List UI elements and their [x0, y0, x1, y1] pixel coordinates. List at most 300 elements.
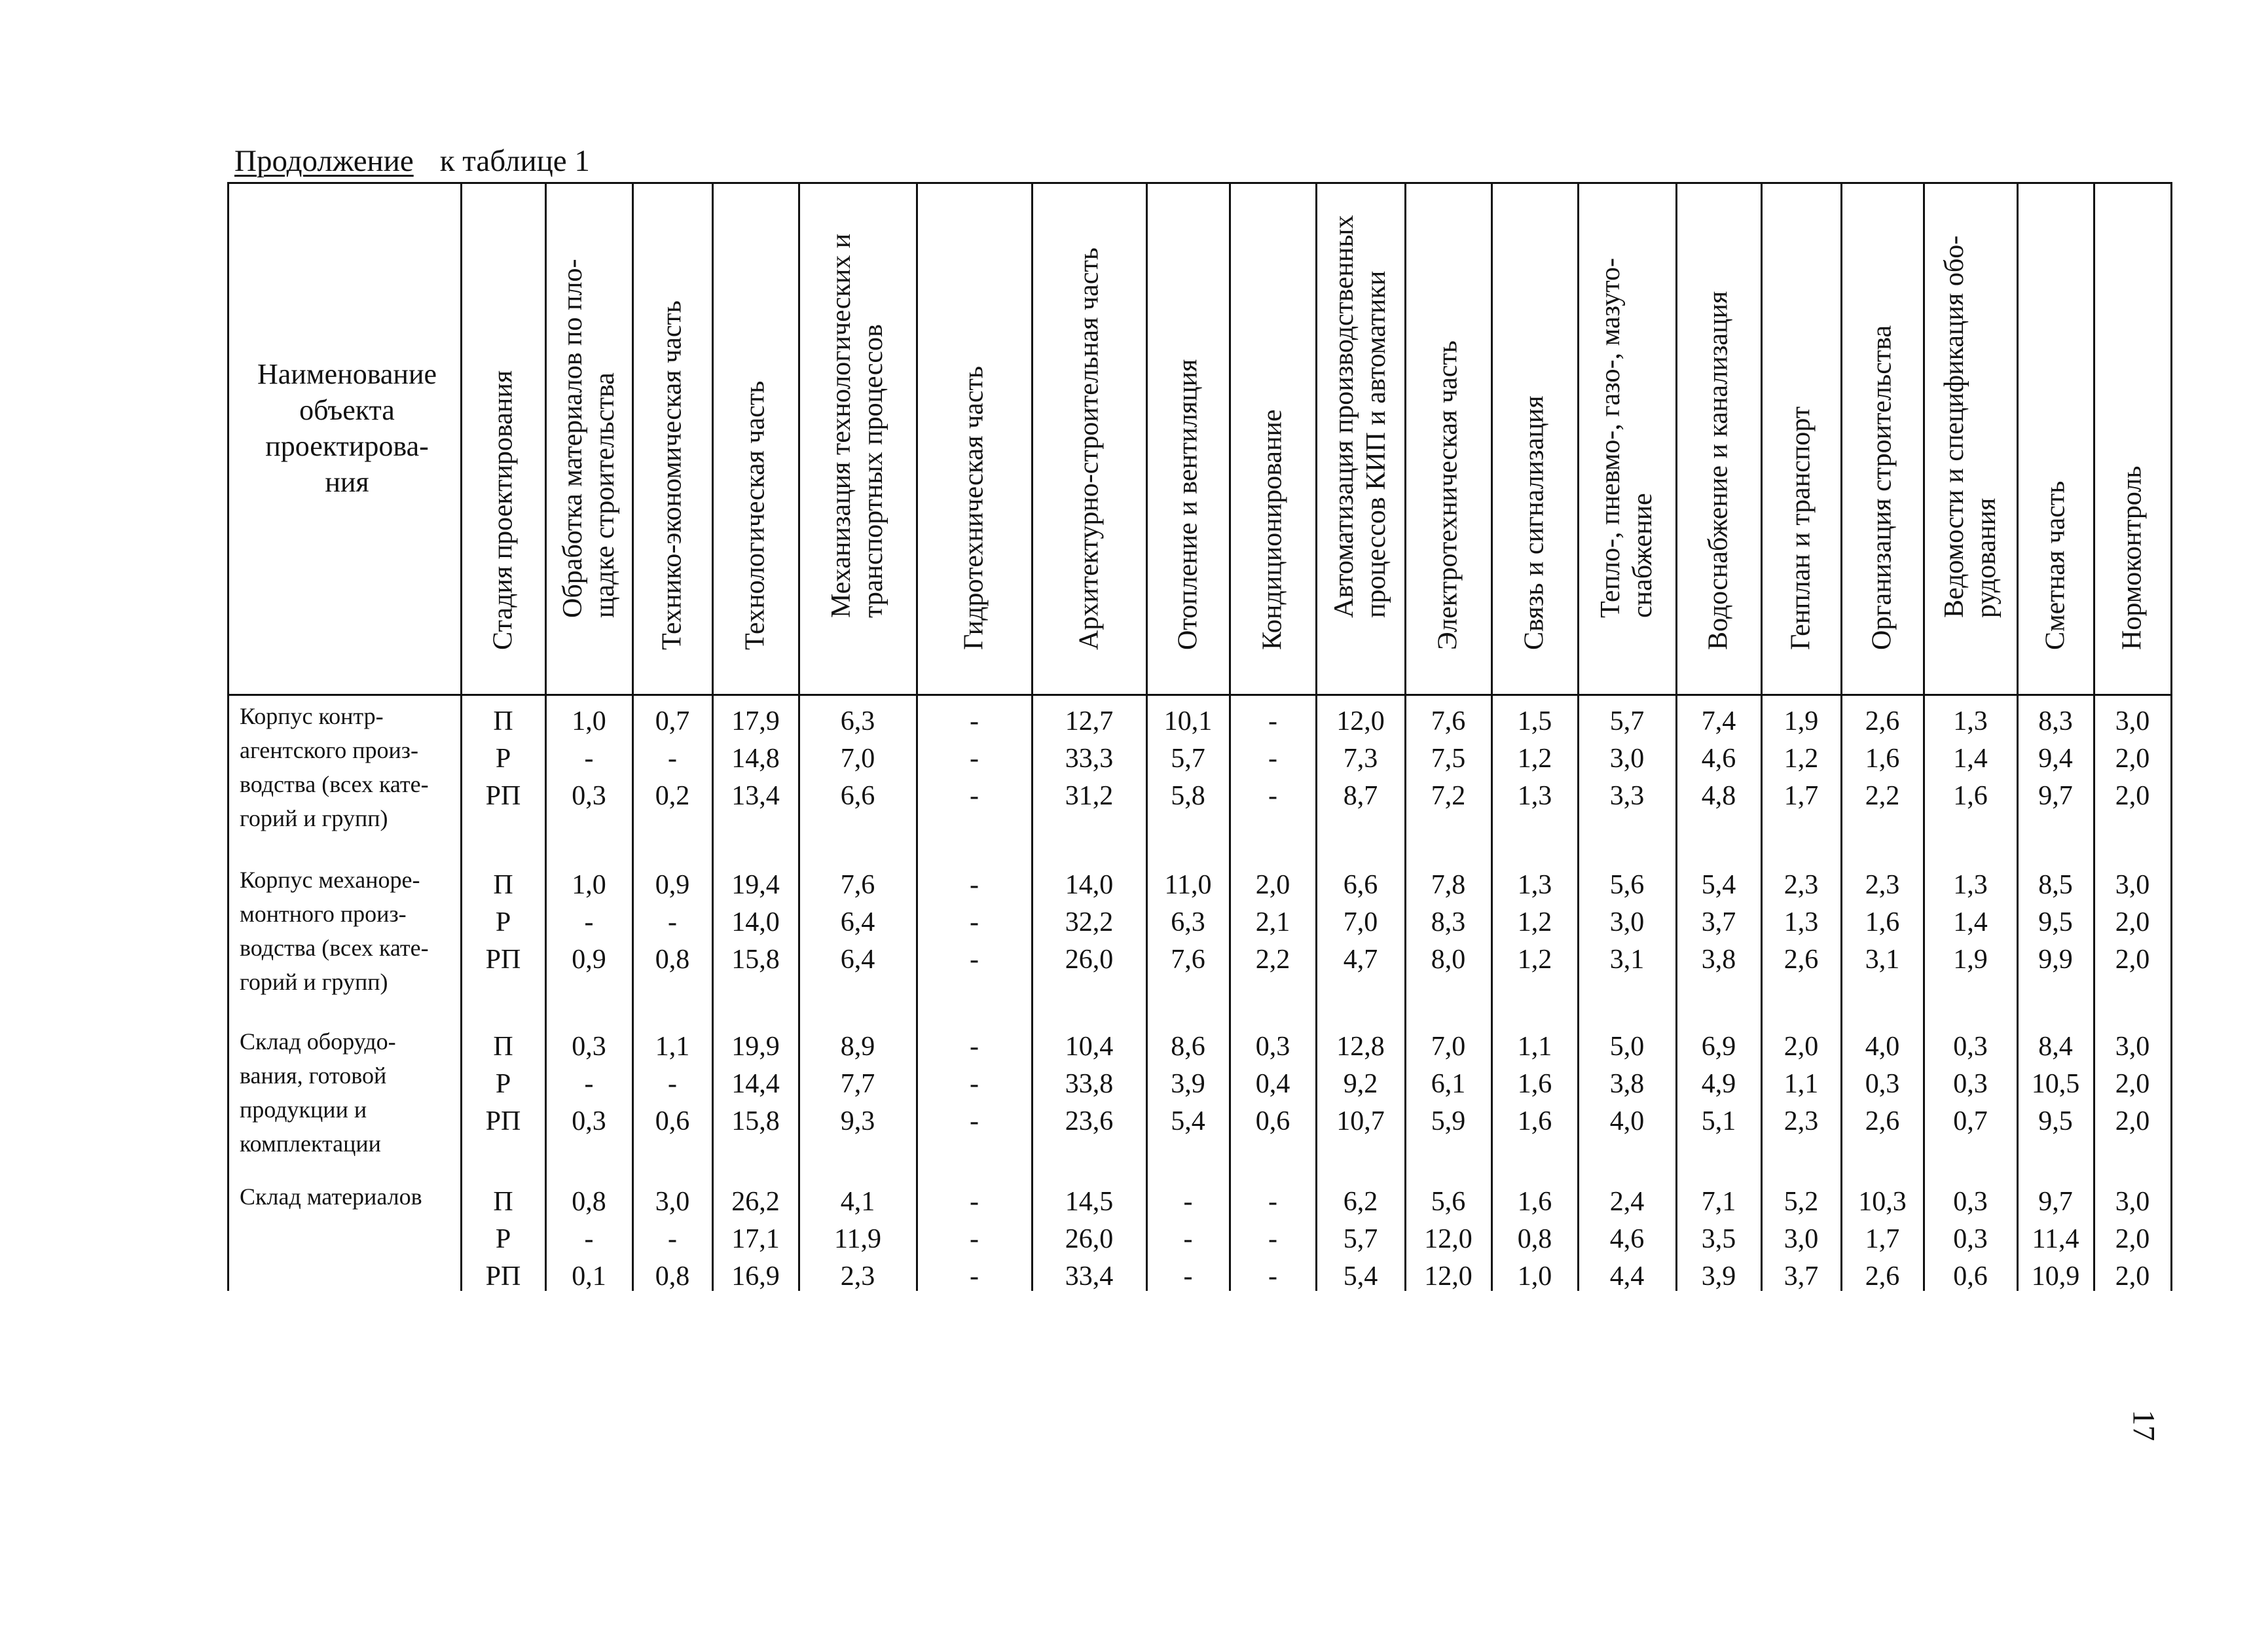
table-cell: 8,3: [1431, 907, 1466, 937]
table-cell: 0,6: [1255, 1106, 1290, 1136]
table-cell: 7,7: [840, 1069, 875, 1099]
table-cell: -: [970, 1106, 979, 1136]
table-cell: 1,9: [1783, 706, 1819, 736]
table-cell: 3,0: [655, 1187, 690, 1217]
column-header-line: Архитектурно-строительная часть: [1074, 247, 1104, 650]
table-cell: 7,3: [1343, 744, 1378, 774]
table-cell: 14,4: [731, 1069, 780, 1099]
column-header-line: процессов КИП и автоматики: [1361, 270, 1391, 618]
table-cell: 7,6: [1431, 706, 1466, 736]
column-header-label: [826, 234, 890, 618]
table-cell: 2,3: [840, 1261, 875, 1292]
object-name-line: монтного произ-: [240, 901, 407, 927]
table-cell: 1,1: [655, 1032, 690, 1062]
table-cell: 33,3: [1065, 744, 1114, 774]
column-header-label: [1257, 409, 1289, 650]
table-cell: 7,1: [1701, 1187, 1736, 1217]
table-cell: 26,2: [731, 1187, 780, 1217]
column-header-line: Сметная часть: [2040, 480, 2070, 650]
column-header: [2017, 184, 2094, 694]
table-cell: 0,8: [572, 1187, 606, 1217]
column-header-line: Кондиционирование: [1257, 409, 1288, 650]
table-cell: -: [584, 907, 594, 937]
table-cell: 0,8: [655, 945, 690, 975]
table-cell: 3,0: [2115, 706, 2150, 736]
column-header-label: [1172, 359, 1204, 650]
table-cell: 8,6: [1171, 1032, 1205, 1062]
column-header: [1578, 184, 1676, 694]
table-cell: 1,5: [1517, 706, 1552, 736]
column-header-line: Ведомости и спецификация обо-: [1939, 235, 1969, 618]
table-cell: 1,3: [1953, 870, 1988, 900]
object-name-line: горий и групп): [240, 969, 388, 995]
table-cell: 9,3: [840, 1106, 875, 1136]
table-cell: 7,0: [1431, 1032, 1466, 1062]
table-cell: 6,1: [1431, 1069, 1466, 1099]
table-cell: 4,8: [1701, 781, 1736, 811]
table-cell: 1,3: [1783, 907, 1819, 937]
table-cell: -: [1268, 1261, 1277, 1292]
table-cell: 8,9: [840, 1032, 875, 1062]
table-cell: 0,4: [1255, 1069, 1290, 1099]
column-header-line: Водоснабжение и канализация: [1703, 291, 1734, 650]
table-cell: 9,9: [2038, 945, 2073, 975]
object-name-line: водства (всех кате-: [240, 771, 429, 797]
table-cell: 10,9: [2031, 1261, 2080, 1292]
table-cell: 0,8: [1517, 1224, 1552, 1254]
object-name-line: горий и групп): [240, 805, 388, 831]
table-cell: 7,8: [1431, 870, 1466, 900]
table-cell: 0,3: [1953, 1187, 1988, 1217]
table-cell: -: [1268, 706, 1277, 736]
table-cell: 0,3: [572, 781, 606, 811]
table-cell: 17,9: [731, 706, 780, 736]
table-cell: 3,0: [1609, 907, 1645, 937]
table-cell: 11,4: [2032, 1224, 2079, 1254]
table-cell: -: [1183, 1261, 1193, 1292]
table-cell: 12,7: [1065, 706, 1114, 736]
table-cell: 4,6: [1609, 1224, 1645, 1254]
table-cell: 26,0: [1065, 945, 1114, 975]
table-cell: -: [970, 1224, 979, 1254]
table-cell: П: [493, 706, 513, 736]
table-cell: Р: [495, 744, 511, 774]
table-cell: 3,8: [1609, 1069, 1645, 1099]
column-header-label: [1867, 325, 1899, 650]
name-header-line: объекта: [299, 394, 395, 426]
table-cell: 5,4: [1701, 870, 1736, 900]
table-cell: 1,6: [1865, 744, 1900, 774]
table-cell: РП: [485, 781, 521, 811]
table-cell: 2,6: [1865, 1106, 1900, 1136]
table-cell: 1,6: [1953, 781, 1988, 811]
object-name-line: Склад оборудо-: [240, 1028, 396, 1055]
table-cell: 1,7: [1783, 781, 1819, 811]
table-cell: -: [970, 945, 979, 975]
column-header-line: Автоматизация производственных: [1329, 215, 1359, 618]
name-header-line: проектирова-: [265, 430, 429, 462]
table-cell: 12,0: [1424, 1261, 1472, 1292]
column-header: [1924, 184, 2017, 694]
table-cell: 2,6: [1783, 945, 1819, 975]
table-cell: 8,4: [2038, 1032, 2073, 1062]
table-cell: 0,6: [655, 1106, 690, 1136]
table-cell: 14,8: [731, 744, 780, 774]
table-cell: 11,9: [834, 1224, 881, 1254]
table-cell: 1,1: [1517, 1032, 1552, 1062]
table-cell: -: [1183, 1224, 1193, 1254]
table-cell: 0,3: [572, 1106, 606, 1136]
table-cell: 12,0: [1424, 1224, 1472, 1254]
table-cell: 2,3: [1865, 870, 1900, 900]
table-cell: 1,6: [1517, 1187, 1552, 1217]
column-header: [632, 184, 712, 694]
table-cell: 0,9: [572, 945, 606, 975]
table-cell: РП: [485, 945, 521, 975]
object-name-line: Склад материалов: [240, 1184, 422, 1210]
object-name-line: вания, готовой: [240, 1062, 387, 1089]
table-cell: 13,4: [731, 781, 780, 811]
column-header: [917, 184, 1032, 694]
column-header-line: Генплан и транспорт: [1785, 406, 1816, 650]
column-header-line: щадке строительства: [589, 372, 620, 618]
table-cell: 1,2: [1783, 744, 1819, 774]
table-cell: 3,0: [2115, 1032, 2150, 1062]
column-header-line: Механизация технологических и: [826, 233, 856, 618]
table-cell: -: [970, 706, 979, 736]
table-cell: 1,7: [1865, 1224, 1900, 1254]
table-cell: -: [970, 870, 979, 900]
table-cell: -: [1268, 1224, 1277, 1254]
table-cell: 23,6: [1065, 1106, 1114, 1136]
table-cell: 1,6: [1517, 1106, 1552, 1136]
table-cell: 9,4: [2038, 744, 2073, 774]
table-cell: 3,7: [1701, 907, 1736, 937]
table-cell: 3,0: [1783, 1224, 1819, 1254]
table-cell: 0,9: [655, 870, 690, 900]
column-header: [1841, 184, 1924, 694]
table-cell: 7,6: [840, 870, 875, 900]
table-cell: 7,5: [1431, 744, 1466, 774]
table-cell: -: [1268, 781, 1277, 811]
table-cell: 5,6: [1431, 1187, 1466, 1217]
column-header-line: Отопление и вентиляция: [1173, 359, 1203, 650]
name-header-line: Наименование: [257, 358, 437, 390]
column-header: [1316, 184, 1405, 694]
table-cell: 5,6: [1609, 870, 1645, 900]
table-cell: 4,9: [1701, 1069, 1736, 1099]
table-cell: 2,0: [1783, 1032, 1819, 1062]
table-cell: 19,9: [731, 1032, 780, 1062]
table-cell: 15,8: [731, 945, 780, 975]
table-cell: 1,9: [1953, 945, 1988, 975]
table-cell: 4,4: [1609, 1261, 1645, 1292]
column-header-label: [740, 381, 772, 650]
table-cell: 2,3: [1783, 1106, 1819, 1136]
table-cell: 10,4: [1065, 1032, 1114, 1062]
table-cell: 6,6: [840, 781, 875, 811]
table-cell: 0,3: [1953, 1224, 1988, 1254]
column-header: [1230, 184, 1316, 694]
table-cell: 5,1: [1701, 1106, 1736, 1136]
table-cell: 3,9: [1171, 1069, 1205, 1099]
table-cell: 1,2: [1517, 744, 1552, 774]
column-header-line: Технологическая часть: [740, 380, 771, 650]
table-cell: 32,2: [1065, 907, 1114, 937]
column-header-line: Связь и сигнализация: [1519, 395, 1550, 650]
table-cell: 4,0: [1609, 1106, 1645, 1136]
table-cell: 2,0: [2115, 1069, 2150, 1099]
table-cell: 6,4: [840, 945, 875, 975]
table-cell: -: [970, 744, 979, 774]
caption-prefix: Продолжение: [234, 144, 414, 178]
table-cell: 10,5: [2031, 1069, 2080, 1099]
table-cell: -: [584, 1224, 594, 1254]
table-cell: 1,3: [1953, 706, 1988, 736]
table-cell: 9,2: [1343, 1069, 1378, 1099]
table-cell: -: [584, 744, 594, 774]
table-cell: 3,1: [1865, 945, 1900, 975]
table-cell: -: [668, 907, 677, 937]
table-cell: 5,8: [1171, 781, 1205, 811]
table-cell: П: [493, 870, 513, 900]
column-header: [712, 184, 799, 694]
table-cell: -: [970, 1261, 979, 1292]
table-cell: 6,3: [840, 706, 875, 736]
table-cell: -: [970, 1032, 979, 1062]
page-number: 17: [2126, 1409, 2161, 1441]
table-cell: Р: [495, 1224, 511, 1254]
object-name-line: комплектации: [240, 1130, 381, 1157]
table-cell: 16,9: [731, 1261, 780, 1292]
column-header-label: [1703, 291, 1735, 650]
table-cell: 2,2: [1255, 945, 1290, 975]
table-cell: 7,2: [1431, 781, 1466, 811]
table-cell: -: [668, 1069, 677, 1099]
column-header: [1491, 184, 1578, 694]
table-cell: 3,1: [1609, 945, 1645, 975]
table-cell: -: [970, 1069, 979, 1099]
table-cell: 12,8: [1336, 1032, 1385, 1062]
object-name-line: агентского произ-: [240, 737, 418, 763]
table-cell: 2,0: [2115, 907, 2150, 937]
table-cell: 4,6: [1701, 744, 1736, 774]
table-cell: 5,7: [1343, 1224, 1378, 1254]
table-cell: 5,7: [1171, 744, 1205, 774]
table-cell: 33,4: [1065, 1261, 1114, 1292]
table-cell: 3,0: [1609, 744, 1645, 774]
table-cell: 10,3: [1858, 1187, 1907, 1217]
table-cell: 1,6: [1517, 1069, 1552, 1099]
table-cell: 2,0: [2115, 1261, 2150, 1292]
table-cell: 4,1: [840, 1187, 875, 1217]
table-cell: -: [970, 781, 979, 811]
column-header-line: транспортных процессов: [858, 324, 888, 618]
column-header-line: Обработка материалов по пло-: [557, 259, 588, 618]
table-cell: -: [970, 907, 979, 937]
caption-suffix: к таблице 1: [439, 144, 590, 178]
object-name-line: продукции и: [240, 1096, 367, 1123]
table-cell: 2,0: [2115, 744, 2150, 774]
table-cell: 10,1: [1163, 706, 1213, 736]
table-cell: 2,3: [1783, 870, 1819, 900]
table-cell: 0,7: [1953, 1106, 1988, 1136]
column-header-label: [557, 259, 621, 618]
table-cell: 0,6: [1953, 1261, 1988, 1292]
table-cell: 2,6: [1865, 1261, 1900, 1292]
table-cell: П: [493, 1187, 513, 1217]
table-cell: Р: [495, 907, 511, 937]
table-cell: 0,2: [655, 781, 690, 811]
table-cell: -: [1268, 1187, 1277, 1217]
table-cell: 8,3: [2038, 706, 2073, 736]
table-cell: 6,9: [1701, 1032, 1736, 1062]
table-cell: 26,0: [1065, 1224, 1114, 1254]
column-header-label: [959, 366, 991, 650]
table-cell: 1,0: [572, 706, 606, 736]
table-cell: 10,7: [1336, 1106, 1385, 1136]
table-cell: 31,2: [1065, 781, 1114, 811]
column-header-label: [1433, 340, 1465, 650]
column-header: [1676, 184, 1761, 694]
column-header-line: Организация строительства: [1867, 325, 1897, 650]
column-header-label: [1939, 236, 2003, 618]
table-cell: 2,2: [1865, 781, 1900, 811]
table-cell: 8,5: [2038, 870, 2073, 900]
table-cell: 5,7: [1609, 706, 1645, 736]
table-cell: 0,3: [1953, 1032, 1988, 1062]
column-header-line: Технико-экономическая часть: [657, 300, 687, 650]
table-cell: 4,0: [1865, 1032, 1900, 1062]
table-cell: 8,7: [1343, 781, 1378, 811]
table-cell: 2,1: [1255, 907, 1290, 937]
name-column-header: [232, 356, 462, 500]
name-header-line: ния: [325, 466, 369, 498]
table-cell: -: [668, 1224, 677, 1254]
column-header-line: Электротехническая часть: [1433, 340, 1463, 650]
table-cell: 3,8: [1701, 945, 1736, 975]
table-cell: 9,7: [2038, 1187, 2073, 1217]
column-header-line: Стадия проектирования: [488, 370, 518, 650]
table-cell: 5,4: [1171, 1106, 1205, 1136]
table-cell: -: [584, 1069, 594, 1099]
column-header: [2094, 184, 2171, 694]
table-cell: 3,7: [1783, 1261, 1819, 1292]
column-header-label: [2117, 466, 2149, 650]
table-cell: 0,3: [572, 1032, 606, 1062]
table-cell: -: [970, 1187, 979, 1217]
column-header-line: снабжение: [1628, 493, 1658, 618]
table-cell: -: [668, 744, 677, 774]
table-cell: 3,5: [1701, 1224, 1736, 1254]
table-cell: 14,0: [1065, 870, 1114, 900]
table-cell: 1,2: [1517, 945, 1552, 975]
column-header-line: рудования: [1971, 497, 2002, 618]
table-cell: 7,6: [1171, 945, 1205, 975]
column-header: [1405, 184, 1491, 694]
table-cell: 5,4: [1343, 1261, 1378, 1292]
column-header-label: [1519, 395, 1551, 650]
table-cell: 0,3: [1255, 1032, 1290, 1062]
table-cell: 17,1: [731, 1224, 780, 1254]
table-caption: [234, 143, 590, 179]
table-cell: -: [1183, 1187, 1193, 1217]
table-cell: РП: [485, 1261, 521, 1292]
table-cell: 2,0: [1255, 870, 1290, 900]
table-cell: П: [493, 1032, 513, 1062]
table-cell: 5,0: [1609, 1032, 1645, 1062]
column-header-line: Гидротехническая часть: [959, 366, 989, 650]
table-cell: 2,0: [2115, 1106, 2150, 1136]
table-vertical-rule: [227, 182, 229, 1291]
table-cell: 9,5: [2038, 907, 2073, 937]
object-name-line: Корпус контр-: [240, 703, 384, 729]
column-header: [461, 184, 545, 694]
table-cell: 7,0: [1343, 907, 1378, 937]
table-cell: -: [1268, 744, 1277, 774]
table-cell: 1,1: [1783, 1069, 1819, 1099]
column-header: [1761, 184, 1841, 694]
table-cell: 1,0: [572, 870, 606, 900]
table-cell: 3,3: [1609, 781, 1645, 811]
table-cell: 6,6: [1343, 870, 1378, 900]
table-cell: 1,4: [1953, 907, 1988, 937]
table-header-rule: [228, 694, 2172, 696]
column-header-label: [2039, 481, 2072, 650]
column-header: [1032, 184, 1146, 694]
table-cell: 14,0: [731, 907, 780, 937]
table-cell: 2,0: [2115, 781, 2150, 811]
column-header-line: Тепло-, пневмо-, газо-, мазуто-: [1596, 257, 1626, 618]
column-header-label: [1328, 215, 1393, 618]
table-cell: 0,3: [1865, 1069, 1900, 1099]
table-cell: 14,5: [1065, 1187, 1114, 1217]
table-cell: 8,0: [1431, 945, 1466, 975]
object-name-line: водства (всех кате-: [240, 935, 429, 961]
table-cell: 2,4: [1609, 1187, 1645, 1217]
column-header-label: [657, 300, 689, 650]
table-cell: 1,4: [1953, 744, 1988, 774]
column-header-label: [1073, 247, 1105, 650]
column-header-label: [487, 371, 519, 650]
table-cell: 0,3: [1953, 1069, 1988, 1099]
table-cell: 7,4: [1701, 706, 1736, 736]
table-cell: 5,2: [1783, 1187, 1819, 1217]
table-cell: 33,8: [1065, 1069, 1114, 1099]
table-cell: 6,3: [1171, 907, 1205, 937]
column-header: [1146, 184, 1230, 694]
table-cell: 2,6: [1865, 706, 1900, 736]
table-cell: 4,7: [1343, 945, 1378, 975]
table-cell: РП: [485, 1106, 521, 1136]
table-cell: 3,0: [2115, 870, 2150, 900]
table-cell: 7,0: [840, 744, 875, 774]
table-cell: 19,4: [731, 870, 780, 900]
table-cell: 5,9: [1431, 1106, 1466, 1136]
table-cell: 9,5: [2038, 1106, 2073, 1136]
table-cell: Р: [495, 1069, 511, 1099]
table-cell: 12,0: [1336, 706, 1385, 736]
column-header-label: [1595, 258, 1659, 618]
table-cell: 3,9: [1701, 1261, 1736, 1292]
table-cell: 15,8: [731, 1106, 780, 1136]
data-table: [228, 179, 2174, 1291]
table-cell: 6,4: [840, 907, 875, 937]
column-header: [799, 184, 917, 694]
table-cell: 2,0: [2115, 945, 2150, 975]
table-cell: 1,3: [1517, 870, 1552, 900]
column-header-label: [1785, 407, 1818, 650]
